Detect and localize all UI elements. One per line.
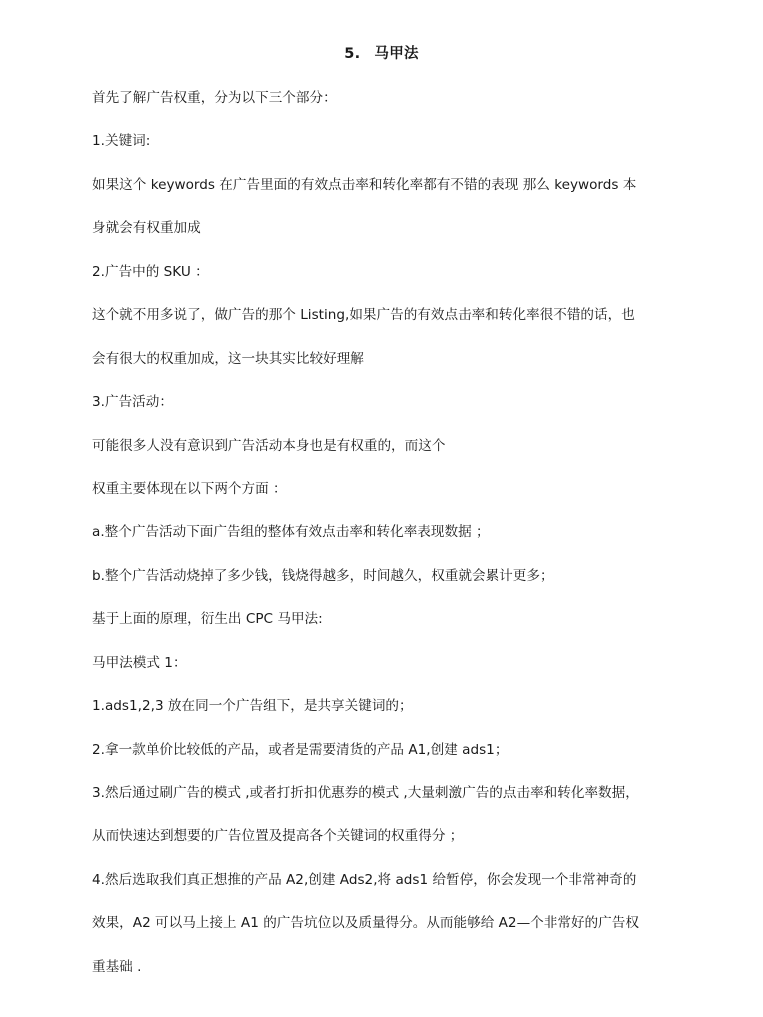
- paragraph-keywords-line-1: 如果这个 keywords 在广告里面的有效点击率和转化率都有不错的表现 那么 keywords 本: [92, 177, 637, 193]
- step-4-line-1: 4.然后选取我们真正想推的产品 A2,创建 Ads2,将 ads1 给暂停，你会发现一个非常神奇的: [92, 872, 637, 888]
- list-item-b: b.整个广告活动烧掉了多少钱，钱烧得越多，时间越久，权重就会累计更多；: [92, 568, 554, 584]
- section-heading: [0, 42, 763, 63]
- section-number: 5.: [344, 46, 361, 62]
- paragraph-sku-line-1: 这个就不用多说了，做广告的那个 Listing,如果广告的有效点击率和转化率很不错的话，也: [92, 307, 635, 323]
- step-3-line-2: 从而快速达到想要的广告位置及提高各个关键词的权重得分 ；: [92, 828, 464, 844]
- paragraph-intro: 首先了解广告权重，分为以下三个部分：: [92, 90, 337, 106]
- paragraph-campaign-line-2: 权重主要体现在以下两个方面 ：: [92, 481, 287, 497]
- step-2: 2.拿一款单价比较低的产品，或者是需要清货的产品 A1,创建 ads1；: [92, 742, 509, 758]
- step-3-line-1: 3.然后通过刷广告的模式 ,或者打折扣优惠券的模式 ,大量刺激广告的点击率和转化率数据，: [92, 785, 639, 801]
- list-item-a: a.整个广告活动下面广告组的整体有效点击率和转化率表现数据 ；: [92, 524, 490, 540]
- step-4-line-2: 效果，A2 可以马上接上 A1 的广告坑位以及质量得分。从而能够给 A2—个非常好的广告权: [92, 915, 639, 931]
- paragraph-sku-line-2: 会有很大的权重加成，这一块其实比较好理解: [92, 351, 364, 367]
- step-4-line-3: 重基础 .: [92, 959, 142, 975]
- heading-sku: 2.广告中的 SKU ：: [92, 264, 209, 280]
- section-title: 马甲法: [374, 46, 419, 62]
- paragraph-campaign-line-1: 可能很多人没有意识到广告活动本身也是有权重的，而这个: [92, 438, 446, 454]
- heading-keywords: 1.关键词:: [92, 133, 151, 149]
- paragraph-principle: 基于上面的原理，衍生出 CPC 马甲法:: [92, 611, 323, 627]
- paragraph-keywords-line-2: 身就会有权重加成: [92, 220, 201, 236]
- step-1: 1.ads1,2,3 放在同一个广告组下，是共享关键词的；: [92, 698, 413, 714]
- heading-mode-1: 马甲法模式 1：: [92, 655, 187, 671]
- heading-campaign: 3.广告活动：: [92, 394, 173, 410]
